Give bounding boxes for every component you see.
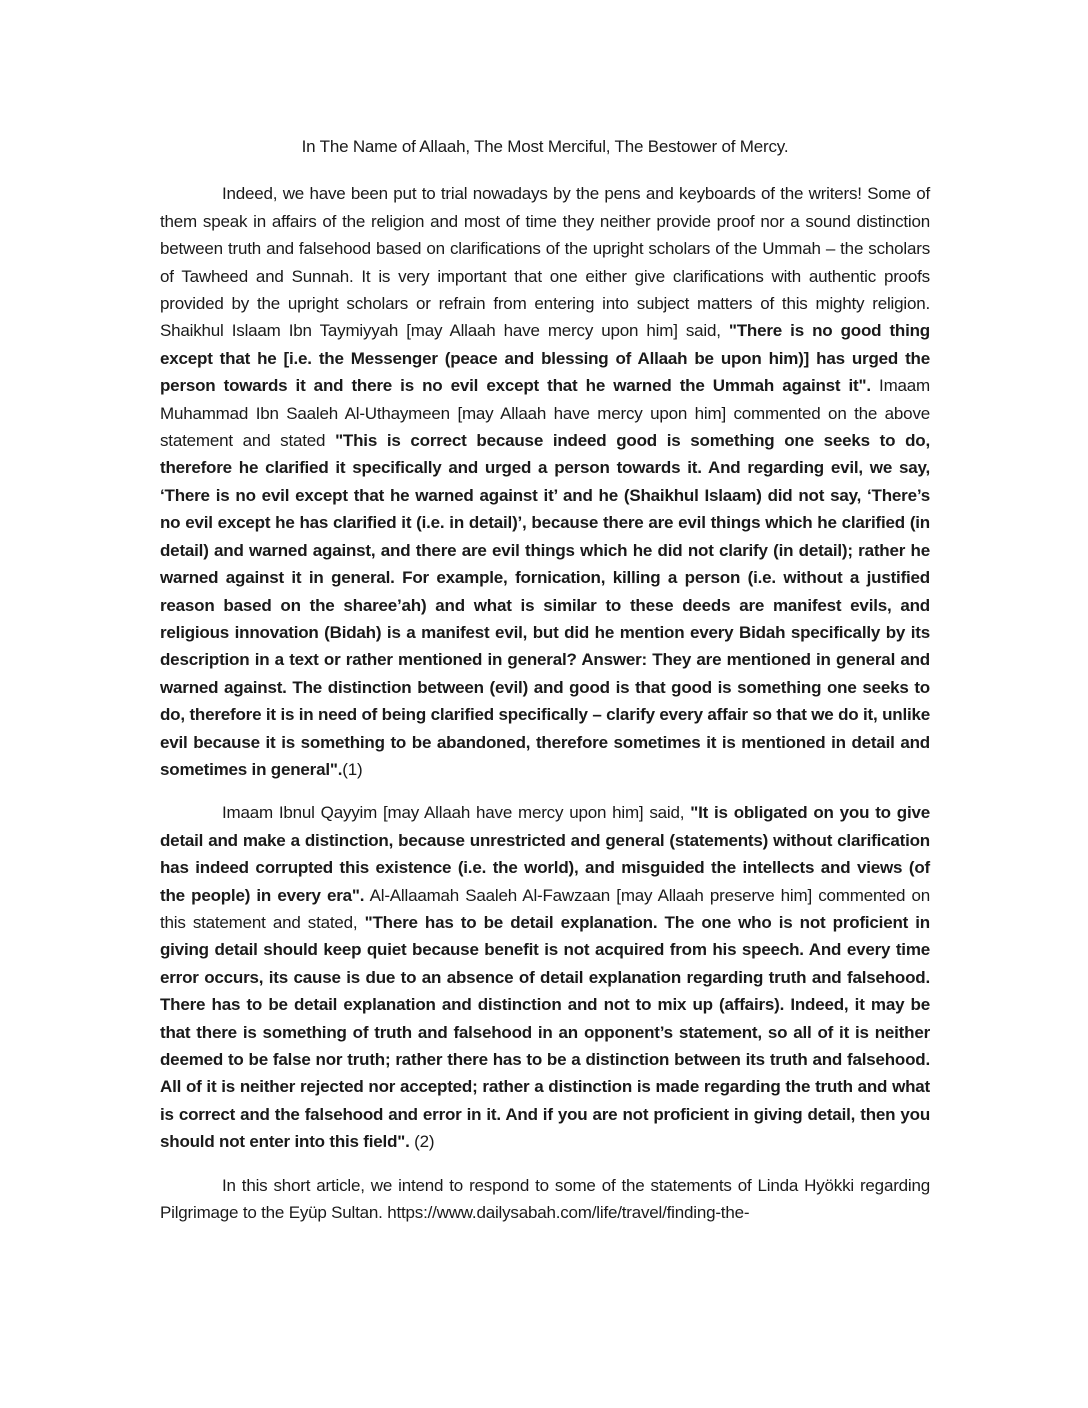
text-run: In this short article, we intend to respond to some of the statements of Linda Hyökki regarding Pilgrimage to the Eyüp Sultan. https://www.dailysabah.com/life/travel/finding-the- [160,1175,930,1223]
text-run: Indeed, we have been put to trial nowadays by the pens and keyboards of the writers! Some of them speak in affairs of the religion and most of time they neither provide proof nor a sound distinction between truth and falsehood based on clarifications of the upright scholars of the Ummah – the scholars of Tawheed and Sunnah. It is very important that one either give clarifications with authentic proofs provided by the upright scholars or refrain from entering into subject matters of this mighty religion. Shaikhul Islaam Ibn Taymiyyah [may Allaah have mercy upon him] said, [160,184,930,341]
document-title: In The Name of Allaah, The Most Merciful, The Bestower of Mercy. [301,137,789,156]
text-run: (2) [409,1132,435,1152]
bold-text-run: "There has to be detail explanation. The one who is not proficient in giving detail should keep quiet because benefit is not acquired from his speech. And every time error occurs, its cause is due to an absence of detail explanation regarding truth and falsehood. There has to be detail explanation and distinction and not to mix up (affairs). Indeed, it may be that there is something of truth and falsehood in an opponent’s statement, so all of it is neither deemed to be false nor truth; rather there has to be a distinction between its truth and falsehood. All of it is neither rejected nor accepted; rather a distinction is made regarding the truth and what is correct and the falsehood and error in it. And if you are not proficient in giving detail, then you should not enter into this field". [160,912,930,1152]
paragraph [160,799,930,1155]
bold-text-run: "There is no good thing except that he [i.e. the Messenger (peace and blessing of Allaah be upon him)] has urged the person towards it and there is no evil except that he warned the Ummah against it". [160,321,930,396]
document-content [160,133,930,1242]
bold-text-run: "It is obligated on you to give detail and make a distinction, because unrestricted and general (statements) without clarification has indeed corrupted this existence (i.e. the world), and misguided the intellects and views (of the people) in every era". [160,803,930,905]
bold-text-run: "This is correct because indeed good is something one seeks to do, therefore he clarified it specifically and urged a person towards it. And regarding evil, we say, ‘There is no evil except that he warned against it’ and he (Shaikhul Islaam) did not say, ‘There’s no evil except he has clarified it (i.e. in detail)’, because there are evil things which he clarified (in detail) and warned against, and there are evil things which he did not clarify (in detail); rather he warned against it in general. For example, fornication, killing a person (i.e. without a justified reason based on the sharee’ah) and what is similar to these deeds are manifest evils, and religious innovation (Bidah) is a manifest evil, but did he mention every Bidah specifically by its description in a text or rather mentioned in general? Answer: They are mentioned in general and warned against. The distinction between (evil) and good is that good is something one seeks to do, therefore it is in need of being clarified specifically – clarify every affair so that we do it, unlike evil because it is something to be abandoned, therefore sometimes it is mentioned in detail and sometimes in general". [160,431,930,779]
text-run: Imaam Muhammad Ibn Saaleh Al-Uthaymeen [may Allaah have mercy upon him] commented on the above statement and stated [160,376,930,451]
paragraph [160,180,930,783]
text-run: Al-Allaamah Saaleh Al-Fawzaan [may Allaah preserve him] commented on this statement and stated, [160,885,930,932]
paragraph [160,1172,930,1227]
text-run: (1) [342,759,363,779]
text-run: Imaam Ibnul Qayyim [may Allaah have mercy upon him] said, [222,803,691,823]
document-body [160,180,930,1226]
